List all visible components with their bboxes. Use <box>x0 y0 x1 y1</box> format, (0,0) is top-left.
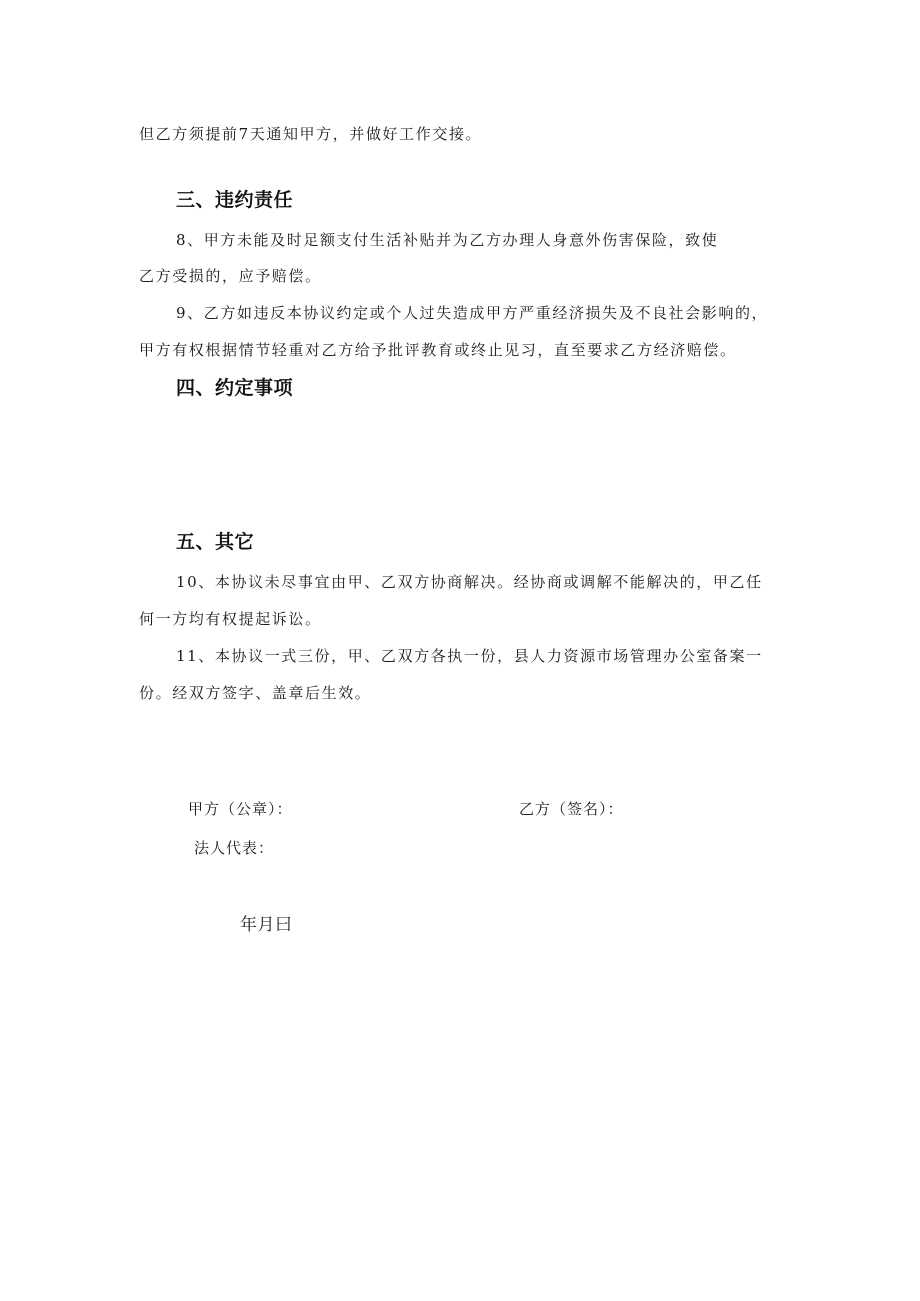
section-heading-breach: 三、违约责任 <box>176 189 294 211</box>
clause-8-line-2: 乙方受损的，应予赔偿。 <box>139 267 322 285</box>
clause-11-line-1: 11、本协议一式三份，甲、乙双方各执一份，县人力资源市场管理办公室备案一 <box>176 647 763 665</box>
clause-10-line-2: 何一方均有权提起诉讼。 <box>139 610 322 628</box>
intro-line: 但乙方须提前7天通知甲方，并做好工作交接。 <box>139 125 483 143</box>
legal-representative-label: 法人代表： <box>194 839 275 857</box>
clause-9-line-1: 9、乙方如违反本协议约定或个人过失造成甲方严重经济损失及不良社会影响的， <box>176 304 769 322</box>
clause-8-line-1: 8、甲方未能及时足额支付生活补贴并为乙方办理人身意外伤害保险，致使 <box>176 231 719 249</box>
clause-10-line-1: 10、本协议未尽事宜由甲、乙双方协商解决。经协商或调解不能解决的，甲乙任 <box>176 573 763 591</box>
party-a-seal-label: 甲方（公章）： <box>188 800 293 818</box>
section-heading-agreed-matters: 四、约定事项 <box>176 377 294 399</box>
clause-9-line-2: 甲方有权根据情节轻重对乙方给予批评教育或终止见习，直至要求乙方经济赔偿。 <box>139 341 737 359</box>
clause-11-line-2: 份。经双方签字、盖章后生效。 <box>139 684 372 702</box>
date-line: 年月曰 <box>240 915 293 935</box>
party-b-signature-label: 乙方（签名）： <box>519 800 624 818</box>
section-heading-others: 五、其它 <box>176 531 255 553</box>
